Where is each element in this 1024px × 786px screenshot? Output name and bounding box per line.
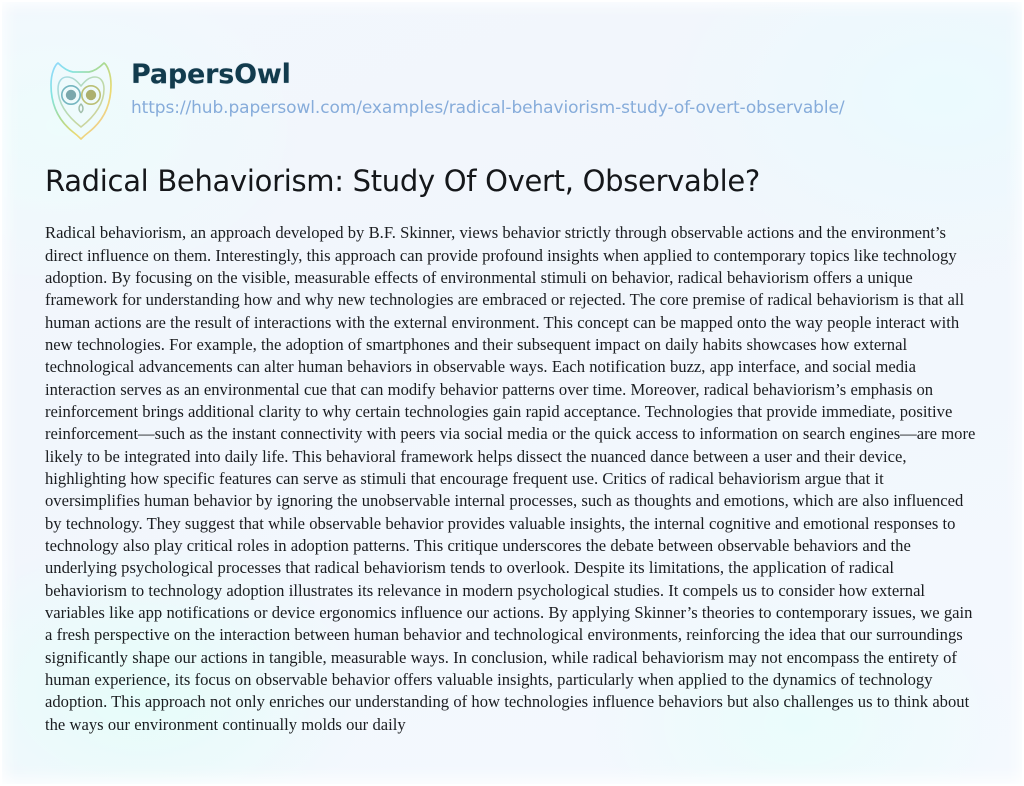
article — [45, 163, 977, 736]
page-title: Radical Behaviorism: Study Of Overt, Observable? — [45, 164, 761, 198]
brand-block — [131, 61, 844, 119]
site-header — [45, 57, 844, 143]
article-body-text: Radical behaviorism, an approach developed by B.F. Skinner, views behavior strictly through observable actions and the environment’s direct influence on them. Interestingly, this approach can provide profound insights when applied to contemporary topics like technology adoption. By focusing on the visible, measurable effects of environmental stimuli on behavior, radical behaviorism offers a unique framework for understanding how and why new technologies are embraced or rejected. The core premise of radical behaviorism is that all human actions are the result of interactions with the external environment. This concept can be mapped onto the way people interact with new technologies. For example, the adoption of smartphones and their subsequent impact on daily habits showcases how external technological advancements can alter human behaviors in observable ways. Each notification buzz, app interface, and social media interaction serves as an environmental cue that can modify behavior patterns over time. Moreover, radical behaviorism’s emphasis on reinforcement brings additional clarity to why certain technologies gain rapid acceptance. Technologies that provide immediate, positive reinforcement—such as the instant connectivity with peers via social media or the quick access to information on search engines—are more likely to be integrated into daily life. This behavioral framework helps dissect the nuanced dance between a user and their device, highlighting how specific features can serve as stimuli that encourage frequent use. Critics of radical behaviorism argue that it oversimplifies human behavior by ignoring the unobservable internal processes, such as thoughts and emotions, which are also influenced by technology. They suggest that while observable behavior provides valuable insights, the internal cognitive and emotional responses to technology also play critical roles in adoption patterns. This critique underscores the debate between observable behaviors and the underlying psychological processes that radical behaviorism tends to overlook. Despite its limitations, the application of radical behaviorism to technology adoption illustrates its relevance in modern psychological studies. It compels us to consider how external variables like app notifications or device ergonomics influence our actions. By applying Skinner’s theories to contemporary issues, we gain a fresh perspective on the interaction between human behavior and technological environments, reinforcing the idea that our surroundings significantly shape our actions in tangible, measurable ways. In conclusion, while radical behaviorism may not encompass the entirety of human experience, its focus on observable behavior offers valuable insights, particularly when applied to the dynamics of technology adoption. This approach not only enriches our understanding of how technologies influence behaviors but also challenges us to think about the ways our environment continually molds our daily — [45, 223, 976, 734]
brand-name: PapersOwl — [131, 59, 291, 90]
owl-logo-icon — [45, 59, 117, 143]
source-url[interactable]: https://hub.papersowl.com/examples/radical-behaviorism-study-of-overt-observable/ — [131, 98, 845, 119]
